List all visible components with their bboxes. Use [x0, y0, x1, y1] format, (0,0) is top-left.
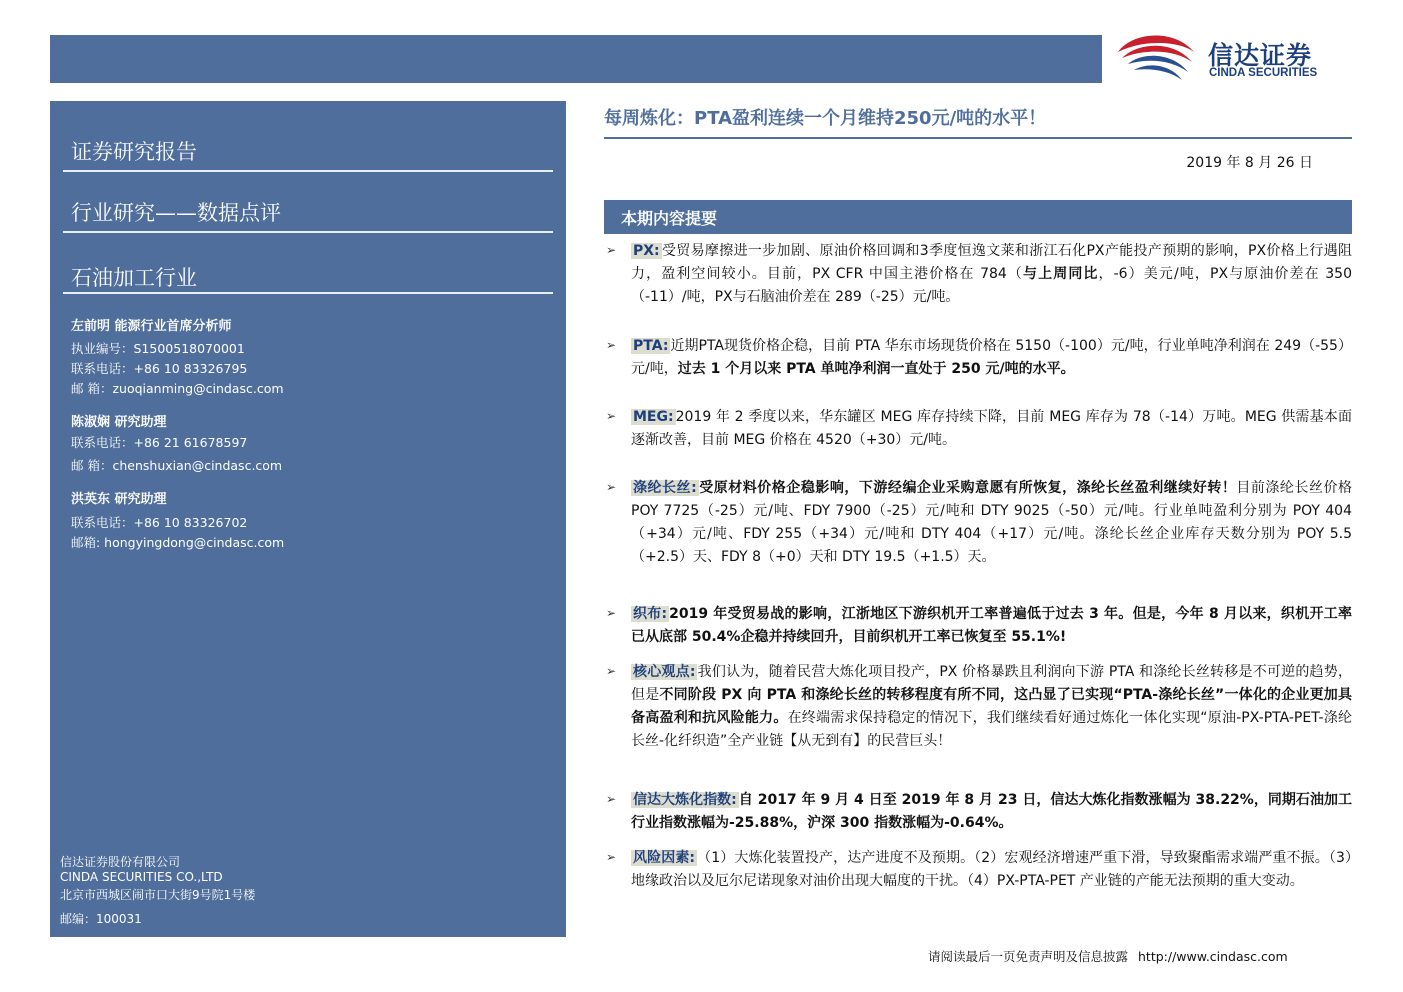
bullet-label: 风险因素: [633, 850, 696, 866]
summary-title: 本期内容提要 [621, 209, 718, 228]
analyst-name: 洪英东 研究助理 [71, 492, 167, 507]
title-divider [604, 137, 1352, 139]
summary-bullet [604, 789, 1352, 835]
disclaimer-text: 请阅读最后一页免责声明及信息披露 [928, 949, 1129, 964]
summary-bullet [604, 240, 1352, 309]
company-name-en: CINDA SECURITIES CO.,LTD [60, 870, 223, 884]
bullet-emphasis-text: 受原材料价格企稳影响，下游经编企业采购意愿有所恢复，涤纶长丝盈利继续好转！ [698, 480, 1237, 496]
bullet-emphasis-text: 自 2017 年 9 月 4 日至 2019 年 8 月 23 日，信达大炼化指数涨幅为 38.22%，同期石油加工行业指数涨幅为-25.88%，沪深 300 指数涨幅为-0.64%。 [631, 792, 1352, 831]
brand-name-cn: 信达证券 [1208, 41, 1313, 70]
report-date: 2019 年 8 月 26 日 [1186, 155, 1313, 171]
arrow-bullet-icon: ➢ [606, 243, 617, 257]
bullet-emphasis-text: 过去 1 个月以来 PTA 单吨净利润一直处于 250 元/吨的水平。 [677, 361, 1075, 377]
bullet-label: 核心观点: [633, 664, 696, 680]
analyst-email[interactable]: 邮 箱：zuoqianming@cindasc.com [71, 381, 284, 396]
analyst-email[interactable]: 邮 箱：chenshuxian@cindasc.com [71, 458, 283, 473]
arrow-bullet-icon: ➢ [606, 792, 617, 806]
summary-bullet [604, 847, 1352, 893]
brand-name-en: CINDA SECURITIES [1209, 67, 1318, 79]
company-logo [1112, 30, 1362, 86]
bullet-label: 涤纶长丝: [633, 480, 697, 496]
sidebar-divider [63, 170, 553, 172]
report-type-heading: 证券研究报告 [71, 140, 197, 164]
analyst-name: 左前明 能源行业首席分析师 [71, 319, 232, 334]
bullet-text: 目前涤纶长丝价格 POY 7725（-25）元/吨、FDY 7900（-25）元/吨和 DTY 9025（-50）元/吨。行业单吨盈利分别为 POY 404（+34）元/吨、FDY 255（+34）元/吨和 DTY 404（+17）元/吨。涤纶长丝企业库存天数分别为 POY 5.5（+2.5）天、FDY 8（+0）天和 DTY 19.5（+1.5）天。 [631, 480, 1353, 565]
analyst-phone: 联系电话：+86 10 83326795 [71, 361, 248, 376]
bullet-body [631, 847, 1352, 893]
analyst-name: 陈淑娴 研究助理 [71, 415, 167, 430]
bullet-text: ，-6）美元/吨，PX与原油价差在 350（-11）/吨，PX与石脑油价差在 289（-25）元/吨。 [631, 266, 1352, 305]
summary-bullet [604, 661, 1352, 753]
industry-heading: 石油加工行业 [71, 266, 197, 290]
bullet-body [631, 603, 1352, 649]
company-name-cn: 信达证券股份有限公司 [60, 855, 181, 869]
bullet-label: 织布: [633, 606, 668, 622]
bullet-body [631, 335, 1352, 381]
bullet-body [631, 789, 1352, 835]
bullet-label: MEG: [633, 409, 674, 425]
bullet-body [631, 406, 1352, 452]
bullet-label: PTA: [633, 338, 669, 354]
report-title: 每周炼化：PTA盈利连续一个月维持250元/吨的水平！ [604, 108, 1047, 129]
bullet-emphasis-text: 不同阶段 PX 向 PTA 和涤纶长丝的转移程度有所不同，这凸显了已实现“PTA-涤纶长丝”一体化的企业更加具备高盈利和抗风险能力。 [631, 687, 1352, 726]
summary-bullet [604, 477, 1352, 569]
arrow-bullet-icon: ➢ [606, 606, 617, 620]
bullet-text: 在终端需求保持稳定的情况下，我们继续看好通过炼化一体化实现“原油-PX-PTA-PET-涤纶长丝-化纤织造”全产业链【从无到有】的民营巨头！ [631, 710, 1352, 749]
arrow-bullet-icon: ➢ [606, 850, 617, 864]
analyst-phone: 联系电话：+86 10 83326702 [71, 515, 248, 530]
bullet-label: PX: [633, 243, 660, 259]
bullet-emphasis-text: 与上周同比 [1023, 266, 1099, 282]
arrow-bullet-icon: ➢ [606, 480, 617, 494]
company-postcode: 邮编：100031 [60, 912, 142, 926]
sidebar [50, 101, 566, 937]
sidebar-divider [63, 292, 553, 294]
analyst-phone: 联系电话：+86 21 61678597 [71, 435, 248, 450]
bullet-text: （1）大炼化装置投产，达产进度不及预期。（2）宏观经济增速严重下滑，导致聚酯需求端严重不振。（3）地缘政治以及厄尔尼诺现象对油价出现大幅度的干扰。（4）PX-PTA-PET 产业链的产能无法预期的重大变动。 [631, 850, 1352, 889]
bullet-text: 近期PTA现货价格企稳，目前 PTA 华东市场现货价格在 5150（-100）元/吨，行业单吨净利润在 249（-55）元/吨， [631, 338, 1352, 377]
footer [928, 947, 1288, 965]
arrow-bullet-icon: ➢ [606, 664, 617, 678]
analyst-license: 执业编号：S1500518070001 [71, 341, 245, 356]
bullet-text: 我们认为，随着民营大炼化项目投产，PX 价格暴跌且利润向下游 PTA 和涤纶长丝转移是不可逆的趋势，但是 [631, 664, 1352, 703]
bullet-label: 信达大炼化指数: [633, 792, 737, 808]
analyst-email[interactable]: 邮箱: hongyingdong@cindasc.com [71, 535, 285, 550]
company-address: 北京市西城区闹市口大街9号院1号楼 [60, 888, 256, 902]
sidebar-divider [63, 231, 553, 233]
header-bar [50, 35, 1102, 83]
summary-bullet [604, 603, 1352, 649]
summary-header [604, 200, 1352, 234]
bullet-text: 2019 年 2 季度以来，华东罐区 MEG 库存持续下降，目前 MEG 库存为 78（-14）万吨。MEG 供需基本面逐渐改善，目前 MEG 价格在 4520（+30）元/吨。 [631, 409, 1352, 448]
arrow-bullet-icon: ➢ [606, 409, 617, 423]
bullet-body [631, 661, 1352, 753]
bullet-text: 受贸易摩擦进一步加剧、原油价格回调和3季度恒逸文莱和浙江石化PX产能投产预期的影响，PX价格上行遇阻力，盈利空间较小。目前，PX CFR 中国主港价格在 784（ [631, 243, 1352, 282]
bullet-emphasis-text: 2019 年受贸易战的影响，江浙地区下游织机开工率普遍低于过去 3 年。但是，今年 8 月以来，织机开工率已从底部 50.4%企稳并持续回升，目前织机开工率已恢复至 55.1%! [631, 606, 1352, 645]
arrow-bullet-icon: ➢ [606, 338, 617, 352]
website-link[interactable]: http://www.cindasc.com [1138, 949, 1288, 964]
cinda-swoosh-icon [1112, 30, 1202, 86]
summary-bullet [604, 406, 1352, 452]
summary-bullet [604, 335, 1352, 381]
bullet-body [631, 477, 1352, 569]
bullet-body [631, 240, 1352, 309]
research-category-heading: 行业研究——数据点评 [71, 201, 281, 225]
